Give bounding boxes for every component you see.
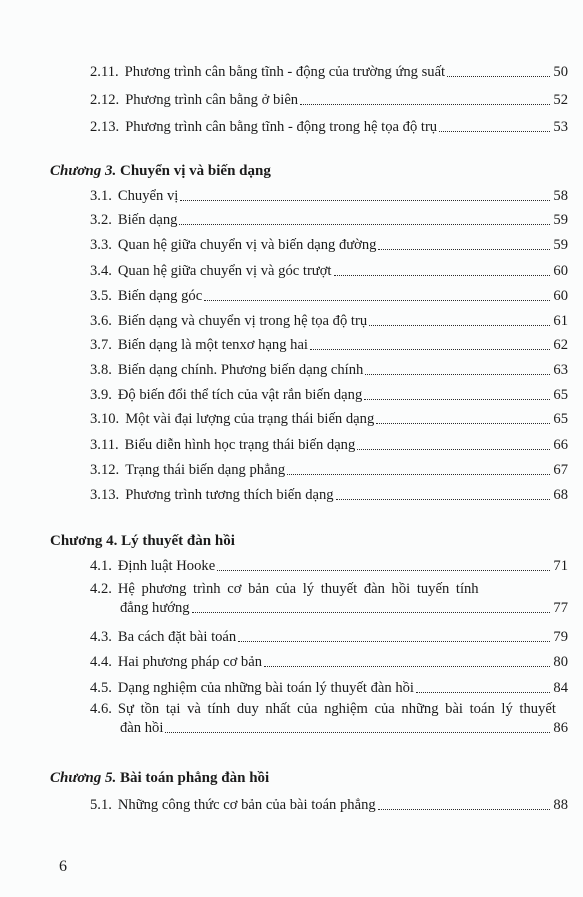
dot-leader <box>334 275 551 276</box>
toc-entry-4-3[interactable] <box>90 624 568 646</box>
dot-leader <box>287 474 550 475</box>
toc-entry-3-7[interactable] <box>90 332 568 354</box>
entry-page: 60 <box>553 288 568 304</box>
entry-title: Hai phương pháp cơ bản <box>117 654 263 670</box>
entry-number: 4.5. <box>90 680 112 696</box>
toc-entry-3-12[interactable] <box>90 457 568 479</box>
entry-page: 62 <box>553 337 568 353</box>
entry-page: 80 <box>553 654 568 670</box>
entry-number: 3.9. <box>90 387 112 403</box>
toc-entry-4-1[interactable] <box>90 553 568 575</box>
toc-entry-4-2[interactable] <box>90 580 568 617</box>
dot-leader <box>378 809 550 810</box>
entry-title: Biến dạng là một tenxơ hạng hai <box>117 337 308 353</box>
page-number: 6 <box>59 858 67 875</box>
entry-title: Quan hệ giữa chuyển vị và biến dạng đường <box>117 237 377 253</box>
dot-leader <box>376 423 550 424</box>
dot-leader <box>300 104 550 105</box>
entry-number: 3.3. <box>90 237 112 253</box>
entry-number: 3.5. <box>90 288 112 304</box>
entry-number: 3.12. <box>90 462 120 478</box>
entry-page: 63 <box>553 362 568 378</box>
dot-leader <box>336 499 550 500</box>
dot-leader <box>364 399 550 400</box>
entry-title: Phương trình cân bằng tĩnh - động trong hệ tọa độ trụ <box>125 119 438 135</box>
chapter-3-heading[interactable] <box>50 163 271 180</box>
entry-title: Phương trình cân bằng ở biên <box>125 92 299 108</box>
entry-title: Trạng thái biến dạng phẳng <box>125 462 286 478</box>
entry-page: 71 <box>553 558 568 574</box>
entry-number: 5.1. <box>90 797 112 813</box>
toc-entry-2-11[interactable] <box>90 59 568 81</box>
entry-number: 3.10. <box>90 411 120 427</box>
entry-page: 61 <box>553 313 568 329</box>
entry-page: 84 <box>553 680 568 696</box>
toc-entry-4-5[interactable] <box>90 675 568 697</box>
entry-page: 79 <box>553 629 568 645</box>
dot-leader <box>378 249 550 250</box>
dot-leader <box>310 349 550 350</box>
entry-number: 4.2. <box>90 581 112 597</box>
entry-number: 3.11. <box>90 437 119 453</box>
chapter-title: Bài toán phẳng đàn hồi <box>119 770 270 786</box>
entry-page: 77 <box>553 600 568 616</box>
toc-entry-3-1[interactable] <box>90 183 568 205</box>
toc-entry-3-3[interactable] <box>90 232 568 254</box>
entry-page: 88 <box>553 797 568 813</box>
toc-entry-2-12[interactable] <box>90 87 568 109</box>
dot-leader <box>369 325 550 326</box>
toc-entry-4-6[interactable] <box>90 700 568 737</box>
dot-leader <box>447 76 550 77</box>
entry-number: 3.1. <box>90 188 112 204</box>
dot-leader <box>217 570 550 571</box>
entry-title: Hệ phương trình cơ bản của lý thuyết đàn hồi tuyến tính <box>117 581 479 597</box>
chapter-label: Chương 5. <box>50 770 117 786</box>
entry-title: Dạng nghiệm của những bài toán lý thuyết đàn hồi <box>117 680 414 696</box>
dot-leader <box>416 692 550 693</box>
dot-leader <box>180 200 550 201</box>
toc-entry-3-10[interactable] <box>90 406 568 428</box>
chapter-title: Chuyển vị và biến dạng <box>119 163 271 179</box>
entry-title: Biến dạng <box>117 212 178 228</box>
entry-title: Ba cách đặt bài toán <box>117 629 237 645</box>
entry-page: 66 <box>553 437 568 453</box>
entry-page: 86 <box>553 720 568 736</box>
entry-title: Định luật Hooke <box>117 558 216 574</box>
dot-leader <box>238 641 550 642</box>
dot-leader <box>439 131 550 132</box>
toc-entry-5-1[interactable] <box>90 792 568 814</box>
entry-number: 2.11. <box>90 64 119 80</box>
entry-title: Quan hệ giữa chuyển vị và góc trượt <box>117 263 332 279</box>
toc-entry-4-4[interactable] <box>90 649 568 671</box>
entry-number: 3.6. <box>90 313 112 329</box>
entry-title: Độ biến đổi thể tích của vật rắn biến dạng <box>117 387 363 403</box>
entry-number: 3.8. <box>90 362 112 378</box>
entry-number: 3.4. <box>90 263 112 279</box>
entry-number: 2.12. <box>90 92 120 108</box>
entry-page: 67 <box>553 462 568 478</box>
entry-page: 58 <box>553 188 568 204</box>
dot-leader <box>179 224 550 225</box>
chapter-5-heading[interactable] <box>50 770 269 787</box>
entry-page: 68 <box>553 487 568 503</box>
entry-number: 3.7. <box>90 337 112 353</box>
entry-page: 52 <box>553 92 568 108</box>
entry-title: Một vài đại lượng của trạng thái biến dạng <box>125 411 375 427</box>
toc-entry-3-4[interactable] <box>90 258 568 280</box>
toc-entry-3-2[interactable] <box>90 207 568 229</box>
dot-leader <box>357 449 550 450</box>
entry-title: Biến dạng và chuyển vị trong hệ tọa độ trụ <box>117 313 368 329</box>
dot-leader <box>365 374 550 375</box>
dot-leader <box>165 732 550 733</box>
entry-number: 4.6. <box>90 701 112 717</box>
entry-page: 65 <box>553 411 568 427</box>
entry-page: 50 <box>553 64 568 80</box>
toc-entry-3-8[interactable] <box>90 357 568 379</box>
toc-entry-3-5[interactable] <box>90 283 568 305</box>
entry-title: Phương trình tương thích biến dạng <box>125 487 334 503</box>
toc-entry-3-11[interactable] <box>90 432 568 454</box>
toc-entry-3-13[interactable] <box>90 482 568 504</box>
entry-number: 3.13. <box>90 487 120 503</box>
entry-page: 60 <box>553 263 568 279</box>
entry-title-continued: đàn hồi <box>120 720 164 736</box>
entry-title: Chuyển vị <box>117 188 179 204</box>
dot-leader <box>204 300 550 301</box>
entry-page: 59 <box>553 237 568 253</box>
chapter-title: Lý thuyết đàn hồi <box>121 533 235 549</box>
dot-leader <box>192 612 550 613</box>
entry-title: Sự tồn tại và tính duy nhất của nghiệm của những bài toán lý thuyết <box>117 701 556 717</box>
chapter-label: Chương 3. <box>50 163 117 179</box>
entry-number: 4.3. <box>90 629 112 645</box>
toc-entry-2-13[interactable] <box>90 114 568 136</box>
entry-title: Những công thức cơ bản của bài toán phẳng <box>117 797 376 813</box>
entry-page: 65 <box>553 387 568 403</box>
toc-entry-3-6[interactable] <box>90 308 568 330</box>
entry-title: Biến dạng chính. Phương biến dạng chính <box>117 362 364 378</box>
entry-title: Biến dạng góc <box>117 288 203 304</box>
entry-number: 2.13. <box>90 119 120 135</box>
entry-number: 3.2. <box>90 212 112 228</box>
toc-entry-3-9[interactable] <box>90 382 568 404</box>
entry-number: 4.1. <box>90 558 112 574</box>
entry-title: Phương trình cân bằng tĩnh - động của trường ứng suất <box>124 64 446 80</box>
entry-page: 59 <box>553 212 568 228</box>
entry-number: 4.4. <box>90 654 112 670</box>
chapter-4-heading[interactable] <box>50 533 235 550</box>
entry-title-continued: đẳng hướng <box>120 600 190 616</box>
entry-title: Biểu diễn hình học trạng thái biến dạng <box>124 437 356 453</box>
entry-page: 53 <box>553 119 568 135</box>
chapter-label: Chương 4. <box>50 533 118 549</box>
dot-leader <box>264 666 550 667</box>
